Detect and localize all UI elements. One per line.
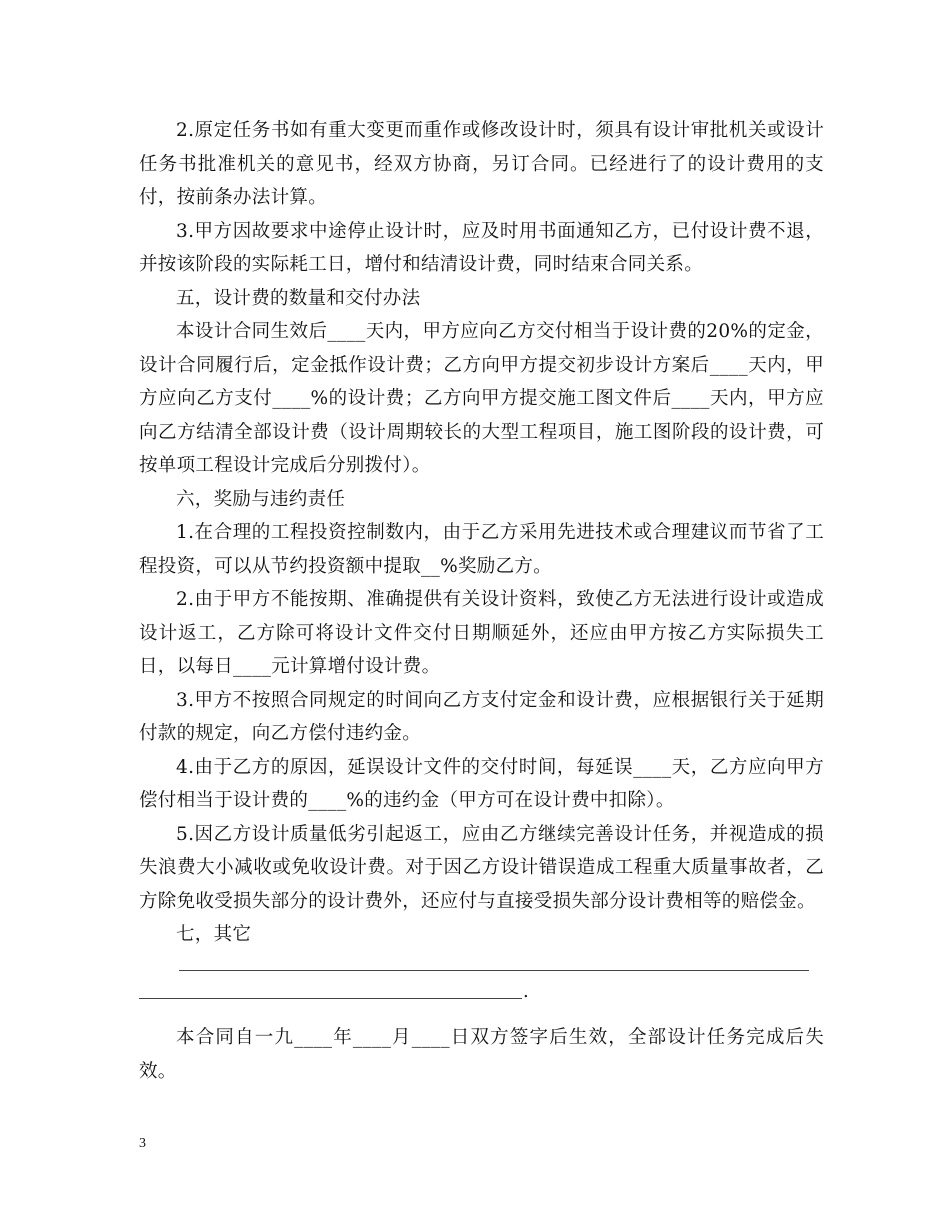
paragraph-quality-clause: 5.因乙方设计质量低劣引起返工，应由乙方继续完善设计任务，并视造成的损失浪费大小减收或免收设计费。对于因乙方设计错误造成工程重大质量事故者，乙方除免收受损失部分的设计费外，还应付与直接受损失部分设计费相等的赔偿金。: [139, 823, 824, 912]
blank-line-end-mark: .: [523, 981, 529, 1002]
paragraph-late-payment: 3.甲方不按照合同规定的时间向乙方支付定金和设计费，应根据银行关于延期付款的规定，向乙方偿付违约金。: [139, 689, 824, 744]
section-heading-other: 七，其它: [176, 924, 252, 945]
section-heading-fees: 五，设计费的数量和交付办法: [176, 287, 421, 309]
paragraph-effective-date: 本合同自一九____年____月____日双方签字后生效，全部设计任务完成后失效。: [139, 1027, 824, 1082]
paragraph-fee-payment: 本设计合同生效后____天内，甲方应向乙方交付相当于设计费的20%的定金，设计合同履行后，定金抵作设计费；乙方向甲方提交初步设计方案后____天内，甲方应向乙方支付____%的设计费；乙方向甲方提交施工图文件后____天内，甲方应向乙方结清全部设计费（设计周期较长的大型工程项目，施工图阶段的设计费，可按单项工程设计完成后分别拨付）。: [139, 321, 824, 476]
paragraph-redesign-clause: 2.原定任务书如有重大变更而重作或修改设计时，须具有设计审批机关或设计任务书批准机关的意见书，经双方协商，另订合同。已经进行了的设计费用的支付，按前条办法计算。: [139, 120, 824, 208]
blank-fill-line: [139, 952, 824, 986]
blank-underline-short: [139, 998, 522, 999]
section-heading-rewards: 六，奖励与违约责任: [176, 488, 346, 510]
paragraph-termination-clause: 3.甲方因故要求中途停止设计时，应及时用书面通知乙方，已付设计费不退，并按该阶段的实际耗工日，增付和结清设计费，同时结束合同关系。: [139, 220, 824, 275]
paragraph-delay-by-party-a: 2.由于甲方不能按期、准确提供有关设计资料，致使乙方无法进行设计或造成设计返工，乙方除可将设计文件交付日期顺延外，还应由甲方按乙方实际损失工日，以每日____元计算增付设计费。: [139, 589, 824, 677]
blank-fill-line-short: [139, 981, 824, 1021]
paragraph-reward-clause: 1.在合理的工程投资控制数内，由于乙方采用先进技术或合理建议而节省了工程投资，可以从节约投资额中提取__%奖励乙方。: [139, 522, 824, 577]
document-body: [139, 114, 824, 1088]
page-number: 3: [139, 1136, 146, 1151]
blank-underline: [179, 970, 809, 971]
paragraph-delay-by-party-b: 4.由于乙方的原因，延误设计文件的交付时间，每延误____天，乙方应向甲方偿付相当于设计费的____%的违约金（甲方可在设计费中扣除）。: [139, 756, 824, 811]
